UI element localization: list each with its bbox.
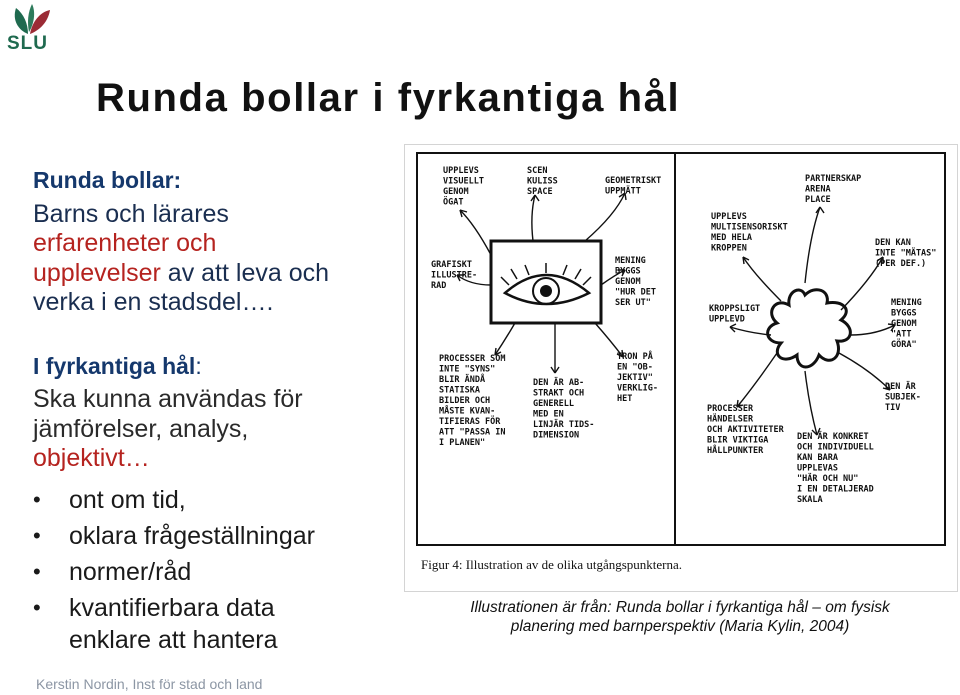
left-diagram-label: ILLUSTRE- [431, 270, 478, 281]
right-diagram-label: UPPLEVAS [797, 463, 838, 474]
right-diagram-label: DEN ÄR [885, 382, 916, 392]
right-diagram-label: UPPLEVS [711, 212, 747, 222]
caption-line: Illustrationen är från: Runda bollar i fyrkantiga hål – om fysisk [470, 599, 890, 616]
text-line: enklare att hantera [69, 625, 278, 654]
list-item: • normer/råd [33, 554, 413, 590]
right-diagram-label: GÖRA" [891, 340, 917, 350]
right-diagram-label: (PER DEF.) [875, 259, 927, 269]
left-diagram-label: DIMENSION [533, 430, 580, 441]
right-diagram-label: ARENA [805, 184, 831, 195]
left-diagram-label: INTE "SYNS" [439, 364, 496, 375]
bullet-list [33, 482, 413, 626]
figure-caption: Figur 4: Illustration av de olika utgångspunkterna. [421, 557, 683, 572]
left-diagram-label: STRAKT OCH [533, 388, 585, 399]
left-diagram-label: GENOM [615, 277, 641, 287]
left-diagram-label: KULISS [527, 176, 558, 187]
left-diagram-label: TRON PÅ [617, 352, 653, 362]
right-diagram-label: UPPLEVD [709, 314, 745, 325]
right-diagram-label: SKALA [797, 495, 823, 505]
leaf-icon [6, 2, 56, 36]
left-diagram-label: MÅSTE KVAN- [439, 406, 496, 417]
right-diagram-label: I EN DETALJERAD [797, 484, 874, 495]
left-diagram-label: VERKLIG- [617, 383, 658, 394]
text-span: av att leva och [160, 258, 330, 287]
left-diagram-label: DEN ÄR AB- [533, 378, 585, 388]
left-diagram-label: "HUR DET [615, 287, 656, 298]
left-diagram-label: STATISKA [439, 385, 480, 396]
text-line [33, 259, 413, 289]
text-line: verka i en stadsdel…. [33, 288, 274, 316]
right-diagram-label: MED HELA [711, 233, 752, 243]
left-diagram-label: GEOMETRISKT [605, 176, 662, 186]
right-diagram-label: PARTNERSKAP [805, 174, 862, 184]
blob-figure-icon [768, 290, 851, 367]
list-item: • ont om tid, [33, 482, 413, 518]
right-diagram-label: BYGGS [891, 308, 917, 319]
right-diagram-label: KROPPSLIGT [709, 304, 761, 314]
left-diagram-label: BILDER OCH [439, 396, 491, 406]
right-diagram-label: KAN BARA [797, 453, 838, 463]
left-diagram-label: GENERELL [533, 399, 574, 409]
right-diagram-label: "HÄR OCH NU" [797, 474, 859, 484]
heading-fyrkantiga-hal [33, 352, 413, 382]
slide-title: Runda bollar i fyrkantiga hål [96, 76, 681, 120]
left-diagram-label: MENING [615, 256, 646, 266]
footer-author: Kerstin Nordin, Inst för stad och land [36, 676, 263, 692]
left-diagram-label: EN "OB- [617, 362, 653, 373]
left-diagram-label: ÖGAT [443, 197, 464, 208]
left-diagram-label: PROCESSER SOM [439, 354, 506, 364]
left-diagram-label: BLIR ÄNDÅ [439, 375, 486, 385]
right-diagram-label: SUBJEK- [885, 392, 921, 403]
right-diagram-label: PLACE [805, 195, 831, 205]
left-diagram-label: SCEN [527, 166, 548, 176]
left-diagram-label: RAD [431, 281, 447, 291]
left-text-column [33, 166, 413, 654]
text-line: Ska kunna användas för [33, 385, 303, 413]
left-diagram-label: MED EN [533, 409, 564, 420]
left-diagram-label: GRAFISKT [431, 260, 472, 270]
left-diagram-label: UPPLEVS [443, 166, 479, 176]
left-diagram-label: BYGGS [615, 266, 641, 277]
text-line-red: objektivt… [33, 444, 150, 472]
heading-span: I fyrkantiga hål [33, 352, 196, 379]
right-diagram-label: MULTISENSORISKT [711, 222, 788, 233]
right-diagram-label: "ATT [891, 329, 912, 340]
right-diagram-label: OCH INDIVIDUELL [797, 442, 874, 453]
hand-drawn-diagram [405, 145, 957, 591]
right-diagram-label: TIV [885, 403, 901, 413]
left-diagram-label: JEKTIV" [617, 373, 653, 383]
heading-colon: : [195, 352, 202, 379]
list-item: • kvantifierbara data [33, 590, 413, 626]
left-diagram-label: LINJÄR TIDS- [533, 420, 595, 430]
text-red-span: upplevelser [33, 258, 161, 287]
right-diagram-label: PROCESSER [707, 404, 754, 414]
left-diagram-label: HET [617, 394, 633, 404]
text-line-red: erfarenheter och [33, 229, 217, 257]
slu-logo-text: SLU [7, 33, 48, 54]
left-diagram-label: SER UT" [615, 298, 651, 308]
text-line: Barns och lärares [33, 199, 229, 228]
left-diagram-label: TIFIERAS FÖR [439, 417, 501, 427]
right-diagram-label: KROPPEN [711, 243, 747, 254]
text-line: jämförelser, analys, [33, 414, 249, 443]
heading-runda-bollar: Runda bollar: [33, 167, 182, 193]
right-diagram-label: GENOM [891, 319, 917, 329]
right-diagram-label: HÅLLPUNKTER [707, 446, 764, 456]
eye-icon [501, 263, 591, 304]
right-diagram-label: INTE "MÄTAS" [875, 248, 937, 259]
illustration-credit [404, 598, 956, 636]
left-diagram-label: UPPMÄTT [605, 186, 641, 197]
left-diagram-label: GENOM [443, 187, 469, 197]
right-diagram-label: DEN ÄR KONKRET [797, 432, 869, 442]
right-diagram-label: DEN KAN [875, 238, 911, 248]
right-diagram-label: MENING [891, 298, 922, 308]
caption-line: planering med barnperspektiv (Maria Kylin, 2004) [510, 618, 850, 635]
illustration-figure [404, 144, 958, 592]
right-diagram-label: BLIR VIKTIGA [707, 435, 769, 446]
left-diagram-label: SPACE [527, 187, 553, 197]
list-item: • oklara frågeställningar [33, 518, 413, 554]
right-arrows [730, 207, 895, 435]
right-diagram-label: HÄNDELSER [707, 414, 754, 425]
left-diagram-label: ATT "PASSA IN [439, 427, 506, 438]
left-diagram-label: I PLANEN" [439, 438, 486, 448]
right-diagram-label: OCH AKTIVITETER [707, 425, 784, 435]
left-diagram-label: VISUELLT [443, 176, 484, 187]
